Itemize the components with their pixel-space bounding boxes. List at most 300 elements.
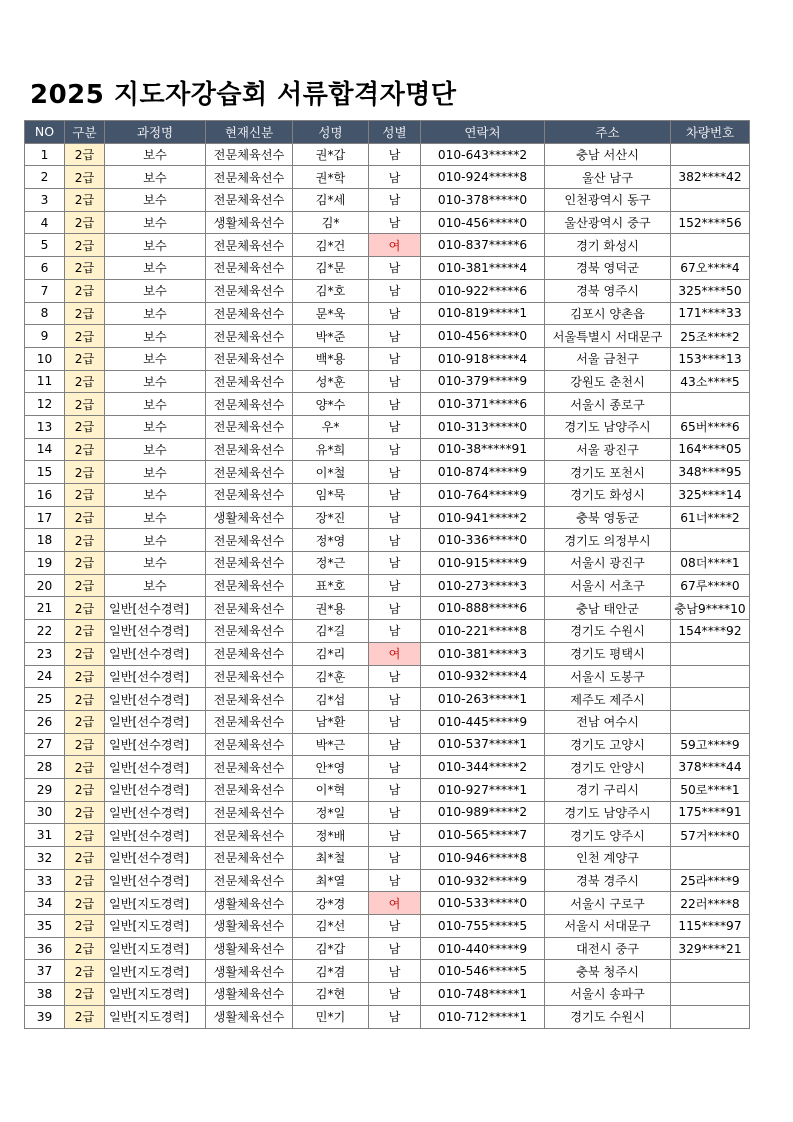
cell-name: 김*리 xyxy=(293,642,369,665)
cell-plate xyxy=(671,529,750,552)
cell-name: 김*겸 xyxy=(293,960,369,983)
cell-gender: 남 xyxy=(369,143,421,166)
cell-phone: 010-874*****9 xyxy=(421,461,545,484)
cell-address: 서울시 종로구 xyxy=(545,393,671,416)
cell-gender: 남 xyxy=(369,665,421,688)
cell-phone: 010-922*****6 xyxy=(421,279,545,302)
cell-phone: 010-533*****0 xyxy=(421,892,545,915)
cell-address: 경기도 남양주시 xyxy=(545,801,671,824)
cell-gender: 남 xyxy=(369,189,421,212)
cell-status: 생활체육선수 xyxy=(206,960,293,983)
col-header-plate: 차량번호 xyxy=(671,121,750,144)
cell-address: 경기 구리시 xyxy=(545,778,671,801)
cell-no: 4 xyxy=(25,211,65,234)
cell-status: 전문체육선수 xyxy=(206,665,293,688)
cell-no: 26 xyxy=(25,710,65,733)
table-row xyxy=(25,393,750,416)
cell-name: 김*호 xyxy=(293,279,369,302)
cell-course: 일반[선수경력] xyxy=(105,733,206,756)
cell-status: 생활체육선수 xyxy=(206,211,293,234)
table-row xyxy=(25,801,750,824)
cell-plate xyxy=(671,393,750,416)
cell-course: 보수 xyxy=(105,325,206,348)
cell-gender: 남 xyxy=(369,484,421,507)
cell-phone: 010-918*****4 xyxy=(421,347,545,370)
cell-no: 22 xyxy=(25,620,65,643)
cell-address: 김포시 양촌읍 xyxy=(545,302,671,325)
table-row xyxy=(25,189,750,212)
cell-gender: 남 xyxy=(369,529,421,552)
roster-body xyxy=(25,143,750,1028)
cell-address: 경기도 고양시 xyxy=(545,733,671,756)
cell-grade: 2급 xyxy=(65,415,105,438)
cell-course: 일반[선수경력] xyxy=(105,801,206,824)
cell-grade: 2급 xyxy=(65,620,105,643)
cell-grade: 2급 xyxy=(65,166,105,189)
cell-name: 임*묵 xyxy=(293,484,369,507)
cell-address: 경기도 화성시 xyxy=(545,484,671,507)
cell-grade: 2급 xyxy=(65,824,105,847)
cell-no: 6 xyxy=(25,257,65,280)
table-row xyxy=(25,529,750,552)
cell-grade: 2급 xyxy=(65,847,105,870)
cell-name: 정*근 xyxy=(293,552,369,575)
cell-status: 전문체육선수 xyxy=(206,166,293,189)
cell-plate: 329****21 xyxy=(671,937,750,960)
cell-gender: 남 xyxy=(369,166,421,189)
table-row xyxy=(25,597,750,620)
cell-course: 보수 xyxy=(105,302,206,325)
cell-address: 울산광역시 중구 xyxy=(545,211,671,234)
cell-plate: 57거****0 xyxy=(671,824,750,847)
cell-address: 경기도 양주시 xyxy=(545,824,671,847)
cell-gender: 남 xyxy=(369,620,421,643)
table-row xyxy=(25,710,750,733)
cell-no: 17 xyxy=(25,506,65,529)
cell-grade: 2급 xyxy=(65,257,105,280)
cell-plate: 378****44 xyxy=(671,756,750,779)
cell-address: 강원도 춘천시 xyxy=(545,370,671,393)
cell-no: 10 xyxy=(25,347,65,370)
cell-grade: 2급 xyxy=(65,393,105,416)
cell-plate: 50로****1 xyxy=(671,778,750,801)
cell-no: 39 xyxy=(25,1005,65,1028)
cell-no: 20 xyxy=(25,574,65,597)
cell-status: 전문체육선수 xyxy=(206,143,293,166)
cell-course: 보수 xyxy=(105,279,206,302)
cell-phone: 010-915*****9 xyxy=(421,552,545,575)
cell-phone: 010-38*****91 xyxy=(421,438,545,461)
cell-name: 김*문 xyxy=(293,257,369,280)
cell-address: 경기 화성시 xyxy=(545,234,671,257)
table-row xyxy=(25,642,750,665)
cell-grade: 2급 xyxy=(65,778,105,801)
cell-phone: 010-946*****8 xyxy=(421,847,545,870)
cell-status: 전문체육선수 xyxy=(206,257,293,280)
cell-name: 권*학 xyxy=(293,166,369,189)
cell-plate: 43소****5 xyxy=(671,370,750,393)
cell-no: 18 xyxy=(25,529,65,552)
cell-phone: 010-819*****1 xyxy=(421,302,545,325)
cell-gender: 남 xyxy=(369,983,421,1006)
cell-status: 전문체육선수 xyxy=(206,574,293,597)
cell-grade: 2급 xyxy=(65,370,105,393)
cell-address: 울산 남구 xyxy=(545,166,671,189)
cell-plate: 325****50 xyxy=(671,279,750,302)
cell-plate xyxy=(671,143,750,166)
table-row xyxy=(25,234,750,257)
cell-course: 일반[지도경력] xyxy=(105,937,206,960)
cell-status: 생활체육선수 xyxy=(206,983,293,1006)
cell-grade: 2급 xyxy=(65,892,105,915)
cell-plate xyxy=(671,847,750,870)
cell-status: 생활체육선수 xyxy=(206,506,293,529)
cell-no: 3 xyxy=(25,189,65,212)
cell-plate xyxy=(671,983,750,1006)
cell-plate: 충남9****10 xyxy=(671,597,750,620)
cell-phone: 010-546*****5 xyxy=(421,960,545,983)
cell-name: 김*훈 xyxy=(293,665,369,688)
cell-plate: 154****92 xyxy=(671,620,750,643)
cell-status: 전문체육선수 xyxy=(206,869,293,892)
cell-course: 일반[지도경력] xyxy=(105,983,206,1006)
cell-plate: 382****42 xyxy=(671,166,750,189)
cell-gender: 남 xyxy=(369,506,421,529)
cell-address: 경기도 의정부시 xyxy=(545,529,671,552)
cell-phone: 010-932*****9 xyxy=(421,869,545,892)
cell-gender: 남 xyxy=(369,279,421,302)
cell-no: 16 xyxy=(25,484,65,507)
cell-no: 7 xyxy=(25,279,65,302)
cell-phone: 010-379*****9 xyxy=(421,370,545,393)
cell-grade: 2급 xyxy=(65,1005,105,1028)
cell-status: 전문체육선수 xyxy=(206,824,293,847)
table-row xyxy=(25,688,750,711)
cell-name: 박*근 xyxy=(293,733,369,756)
cell-name: 문*욱 xyxy=(293,302,369,325)
cell-course: 일반[지도경력] xyxy=(105,1005,206,1028)
table-row xyxy=(25,665,750,688)
cell-status: 전문체육선수 xyxy=(206,847,293,870)
cell-name: 장*진 xyxy=(293,506,369,529)
cell-plate: 65버****6 xyxy=(671,415,750,438)
cell-grade: 2급 xyxy=(65,461,105,484)
cell-plate: 59고****9 xyxy=(671,733,750,756)
header-row xyxy=(25,121,750,144)
cell-course: 일반[선수경력] xyxy=(105,620,206,643)
cell-status: 전문체육선수 xyxy=(206,778,293,801)
cell-gender: 남 xyxy=(369,801,421,824)
table-row xyxy=(25,824,750,847)
cell-gender: 남 xyxy=(369,415,421,438)
cell-status: 전문체육선수 xyxy=(206,325,293,348)
cell-course: 보수 xyxy=(105,234,206,257)
page-title: 2025 지도자강습회 서류합격자명단 xyxy=(30,80,457,110)
cell-status: 전문체육선수 xyxy=(206,620,293,643)
cell-gender: 남 xyxy=(369,778,421,801)
cell-no: 14 xyxy=(25,438,65,461)
cell-status: 전문체육선수 xyxy=(206,461,293,484)
table-row xyxy=(25,937,750,960)
cell-address: 경기도 포천시 xyxy=(545,461,671,484)
cell-course: 일반[선수경력] xyxy=(105,688,206,711)
cell-no: 37 xyxy=(25,960,65,983)
cell-course: 보수 xyxy=(105,438,206,461)
cell-phone: 010-755*****5 xyxy=(421,915,545,938)
cell-plate: 325****14 xyxy=(671,484,750,507)
cell-grade: 2급 xyxy=(65,529,105,552)
cell-name: 최*철 xyxy=(293,847,369,870)
cell-address: 경기도 안양시 xyxy=(545,756,671,779)
cell-phone: 010-445*****9 xyxy=(421,710,545,733)
cell-grade: 2급 xyxy=(65,189,105,212)
cell-plate: 22러****8 xyxy=(671,892,750,915)
cell-grade: 2급 xyxy=(65,960,105,983)
cell-no: 38 xyxy=(25,983,65,1006)
cell-phone: 010-371*****6 xyxy=(421,393,545,416)
cell-no: 27 xyxy=(25,733,65,756)
cell-course: 일반[지도경력] xyxy=(105,960,206,983)
cell-no: 2 xyxy=(25,166,65,189)
cell-gender: 여 xyxy=(369,892,421,915)
cell-name: 우* xyxy=(293,415,369,438)
col-header-gender: 성별 xyxy=(369,121,421,144)
cell-course: 일반[선수경력] xyxy=(105,665,206,688)
col-header-phone: 연락처 xyxy=(421,121,545,144)
cell-phone: 010-837*****6 xyxy=(421,234,545,257)
cell-phone: 010-381*****4 xyxy=(421,257,545,280)
cell-gender: 남 xyxy=(369,937,421,960)
cell-plate: 67루****0 xyxy=(671,574,750,597)
cell-no: 31 xyxy=(25,824,65,847)
cell-name: 이*혁 xyxy=(293,778,369,801)
cell-gender: 남 xyxy=(369,393,421,416)
cell-address: 제주도 제주시 xyxy=(545,688,671,711)
cell-phone: 010-221*****8 xyxy=(421,620,545,643)
table-row xyxy=(25,869,750,892)
cell-address: 서울 금천구 xyxy=(545,347,671,370)
table-row xyxy=(25,1005,750,1028)
cell-phone: 010-643*****2 xyxy=(421,143,545,166)
cell-gender: 남 xyxy=(369,211,421,234)
cell-address: 서울시 도봉구 xyxy=(545,665,671,688)
cell-grade: 2급 xyxy=(65,642,105,665)
cell-phone: 010-273*****3 xyxy=(421,574,545,597)
cell-plate: 25조****2 xyxy=(671,325,750,348)
cell-status: 전문체육선수 xyxy=(206,801,293,824)
cell-course: 일반[지도경력] xyxy=(105,915,206,938)
cell-no: 9 xyxy=(25,325,65,348)
cell-name: 김*현 xyxy=(293,983,369,1006)
cell-course: 보수 xyxy=(105,143,206,166)
cell-address: 대전시 중구 xyxy=(545,937,671,960)
cell-grade: 2급 xyxy=(65,710,105,733)
cell-status: 전문체육선수 xyxy=(206,370,293,393)
cell-no: 13 xyxy=(25,415,65,438)
cell-address: 경북 영주시 xyxy=(545,279,671,302)
cell-phone: 010-336*****0 xyxy=(421,529,545,552)
table-row xyxy=(25,461,750,484)
cell-phone: 010-456*****0 xyxy=(421,211,545,234)
cell-phone: 010-263*****1 xyxy=(421,688,545,711)
table-row xyxy=(25,506,750,529)
cell-gender: 남 xyxy=(369,597,421,620)
cell-name: 정*영 xyxy=(293,529,369,552)
cell-gender: 남 xyxy=(369,552,421,575)
cell-plate: 08더****1 xyxy=(671,552,750,575)
cell-address: 경기도 평택시 xyxy=(545,642,671,665)
cell-name: 유*희 xyxy=(293,438,369,461)
cell-name: 성*훈 xyxy=(293,370,369,393)
cell-name: 정*배 xyxy=(293,824,369,847)
table-row xyxy=(25,847,750,870)
cell-status: 전문체육선수 xyxy=(206,642,293,665)
cell-address: 서울시 광진구 xyxy=(545,552,671,575)
cell-course: 보수 xyxy=(105,461,206,484)
cell-status: 전문체육선수 xyxy=(206,529,293,552)
table-row xyxy=(25,438,750,461)
cell-status: 전문체육선수 xyxy=(206,756,293,779)
cell-address: 충북 청주시 xyxy=(545,960,671,983)
cell-plate: 67오****4 xyxy=(671,257,750,280)
cell-no: 28 xyxy=(25,756,65,779)
cell-course: 보수 xyxy=(105,257,206,280)
cell-gender: 남 xyxy=(369,302,421,325)
col-header-course: 과정명 xyxy=(105,121,206,144)
cell-no: 30 xyxy=(25,801,65,824)
cell-no: 25 xyxy=(25,688,65,711)
cell-course: 일반[선수경력] xyxy=(105,597,206,620)
cell-phone: 010-381*****3 xyxy=(421,642,545,665)
cell-name: 김*건 xyxy=(293,234,369,257)
cell-phone: 010-537*****1 xyxy=(421,733,545,756)
col-header-no: NO xyxy=(25,121,65,144)
cell-name: 박*준 xyxy=(293,325,369,348)
cell-status: 생활체육선수 xyxy=(206,892,293,915)
cell-grade: 2급 xyxy=(65,574,105,597)
cell-phone: 010-989*****2 xyxy=(421,801,545,824)
cell-address: 충남 서산시 xyxy=(545,143,671,166)
cell-name: 김* xyxy=(293,211,369,234)
cell-name: 김*길 xyxy=(293,620,369,643)
cell-course: 보수 xyxy=(105,393,206,416)
table-row xyxy=(25,620,750,643)
table-row xyxy=(25,325,750,348)
cell-course: 보수 xyxy=(105,166,206,189)
table-row xyxy=(25,257,750,280)
cell-address: 경북 경주시 xyxy=(545,869,671,892)
cell-plate: 348****95 xyxy=(671,461,750,484)
table-row xyxy=(25,211,750,234)
cell-status: 전문체육선수 xyxy=(206,597,293,620)
cell-course: 보수 xyxy=(105,552,206,575)
cell-course: 보수 xyxy=(105,370,206,393)
table-row xyxy=(25,143,750,166)
cell-no: 32 xyxy=(25,847,65,870)
cell-gender: 남 xyxy=(369,461,421,484)
cell-address: 서울시 구로구 xyxy=(545,892,671,915)
cell-grade: 2급 xyxy=(65,143,105,166)
cell-grade: 2급 xyxy=(65,983,105,1006)
cell-plate: 115****97 xyxy=(671,915,750,938)
cell-gender: 남 xyxy=(369,257,421,280)
cell-no: 12 xyxy=(25,393,65,416)
cell-status: 전문체육선수 xyxy=(206,688,293,711)
cell-plate xyxy=(671,234,750,257)
cell-no: 5 xyxy=(25,234,65,257)
cell-status: 전문체육선수 xyxy=(206,438,293,461)
table-row xyxy=(25,778,750,801)
cell-no: 1 xyxy=(25,143,65,166)
cell-phone: 010-456*****0 xyxy=(421,325,545,348)
cell-grade: 2급 xyxy=(65,937,105,960)
cell-name: 강*경 xyxy=(293,892,369,915)
cell-phone: 010-748*****1 xyxy=(421,983,545,1006)
cell-grade: 2급 xyxy=(65,597,105,620)
cell-no: 23 xyxy=(25,642,65,665)
table-row xyxy=(25,484,750,507)
cell-course: 일반[선수경력] xyxy=(105,847,206,870)
cell-no: 24 xyxy=(25,665,65,688)
cell-phone: 010-927*****1 xyxy=(421,778,545,801)
table-row xyxy=(25,370,750,393)
cell-grade: 2급 xyxy=(65,801,105,824)
col-header-status: 현재신분 xyxy=(206,121,293,144)
cell-gender: 남 xyxy=(369,847,421,870)
table-row xyxy=(25,302,750,325)
cell-plate xyxy=(671,1005,750,1028)
cell-name: 정*일 xyxy=(293,801,369,824)
cell-plate xyxy=(671,688,750,711)
cell-course: 보수 xyxy=(105,506,206,529)
cell-plate: 171****33 xyxy=(671,302,750,325)
cell-plate xyxy=(671,665,750,688)
cell-phone: 010-888*****6 xyxy=(421,597,545,620)
cell-gender: 남 xyxy=(369,915,421,938)
cell-no: 33 xyxy=(25,869,65,892)
cell-course: 보수 xyxy=(105,415,206,438)
cell-plate: 175****91 xyxy=(671,801,750,824)
cell-course: 보수 xyxy=(105,529,206,552)
table-row xyxy=(25,552,750,575)
cell-name: 이*철 xyxy=(293,461,369,484)
cell-phone: 010-924*****8 xyxy=(421,166,545,189)
cell-status: 전문체육선수 xyxy=(206,484,293,507)
cell-grade: 2급 xyxy=(65,506,105,529)
table-row xyxy=(25,915,750,938)
cell-plate xyxy=(671,642,750,665)
cell-no: 29 xyxy=(25,778,65,801)
cell-name: 최*열 xyxy=(293,869,369,892)
cell-gender: 남 xyxy=(369,347,421,370)
cell-grade: 2급 xyxy=(65,688,105,711)
table-row xyxy=(25,347,750,370)
cell-course: 일반[선수경력] xyxy=(105,869,206,892)
cell-phone: 010-932*****4 xyxy=(421,665,545,688)
cell-status: 전문체육선수 xyxy=(206,234,293,257)
cell-address: 서울특별시 서대문구 xyxy=(545,325,671,348)
table-row xyxy=(25,960,750,983)
cell-phone: 010-712*****1 xyxy=(421,1005,545,1028)
table-row xyxy=(25,279,750,302)
cell-phone: 010-565*****7 xyxy=(421,824,545,847)
cell-name: 안*영 xyxy=(293,756,369,779)
cell-status: 전문체육선수 xyxy=(206,302,293,325)
cell-address: 전남 여수시 xyxy=(545,710,671,733)
cell-grade: 2급 xyxy=(65,756,105,779)
cell-status: 전문체육선수 xyxy=(206,189,293,212)
cell-grade: 2급 xyxy=(65,325,105,348)
